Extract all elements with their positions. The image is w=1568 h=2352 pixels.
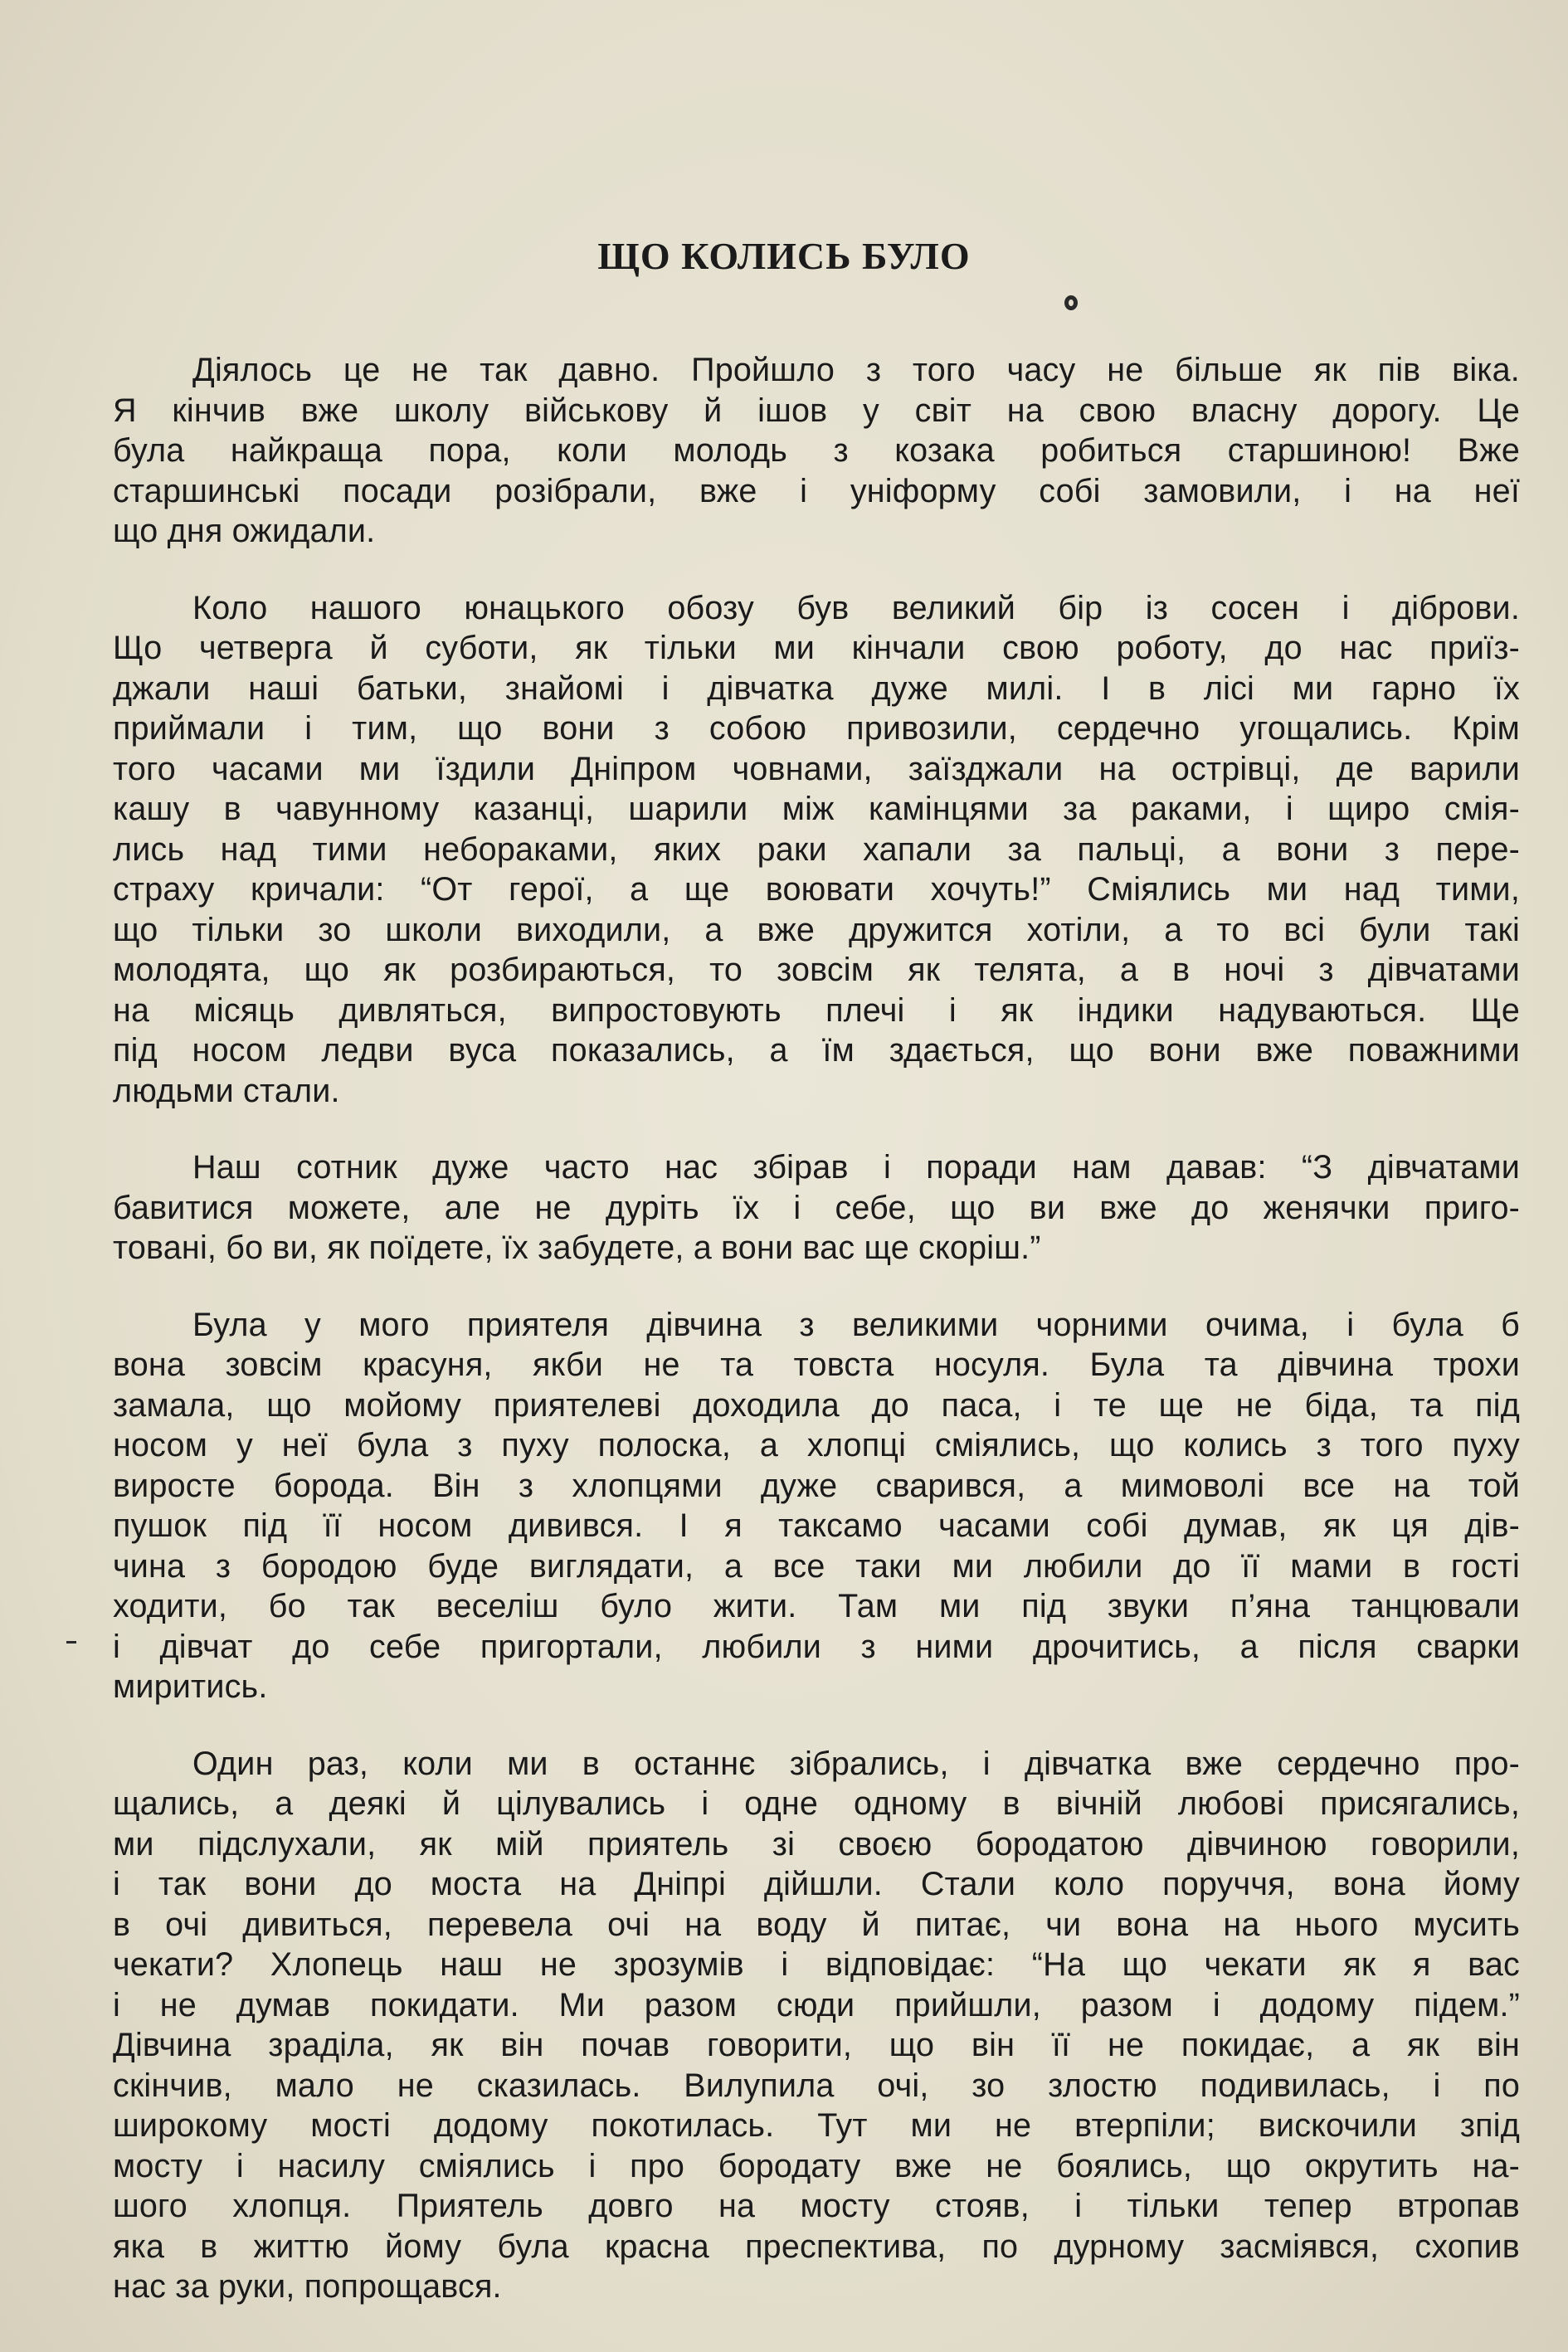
text-line: яка в життю йому була красна преспектива, по дурному засміявся, схопив <box>113 2228 1520 2265</box>
text-line: виросте борода. Він з хлопцями дуже сварився, а мимоволі все на той <box>113 1467 1520 1504</box>
text-line: миритись. <box>113 1668 268 1705</box>
text-line: Діялось це не так давно. Пройшло з того часу не більше як пів віка. <box>192 352 1520 388</box>
text-line: ходити, бо так веселіш було жити. Там ми під звуки п’яна танцювали <box>113 1588 1520 1624</box>
text-line: на місяць дивляться, випростовують плечі і як індики надуваються. Ще <box>113 991 1520 1029</box>
text-line: Коло нашого юнацького обозу був великий бір із сосен і діброви. <box>192 589 1520 626</box>
text-line: страху кричали: “От герої, а ще воювати хочуть!” Сміялись ми над тими, <box>113 871 1520 908</box>
text-line: була найкраща пора, коли молодь з козака робиться старшиною! Вже <box>113 432 1520 469</box>
text-line: Була у мого приятеля дівчина з великими чорними очима, і була б <box>192 1306 1520 1343</box>
text-line: чина з бородою буде виглядати, а все таки ми любили до її мами в гості <box>113 1547 1520 1585</box>
text-line: і дівчат до себе пригортали, любили з ними дрочитись, а після сварки <box>113 1628 1520 1665</box>
text-line: Я кінчив вже школу військову й ішов у світ на свою власну дорогу. Це <box>113 392 1520 429</box>
text-line: широкому мості додому покотилась. Тут ми не втерпіли; вискочили зпід <box>113 2107 1520 2144</box>
text-line: Наш сотник дуже часто нас збірав і поради нам давав: “З дівчатами <box>192 1149 1520 1186</box>
text-line: джали наші батьки, знайомі і дівчатка дуже милі. І в лісі ми гарно їх <box>113 670 1520 707</box>
text-line: кашу в чавунному казанці, шарили між камінцями за раками, і щиро смія- <box>113 791 1520 827</box>
text-line: носом у неї була з пуху полоска, а хлопці сміялись, що колись з того пуху <box>113 1427 1520 1463</box>
paragraph <box>113 588 1520 1112</box>
text-line: приймали і тим, що вони з собою привозили, сердечно угощались. Крім <box>113 710 1520 747</box>
text-line: молодята, що як розбираються, то зовсім як телята, а в ночі з дівчатами <box>113 952 1520 988</box>
text-line: Один раз, коли ми в останнє зібрались, і дівчатка вже сердечно про- <box>192 1745 1520 1782</box>
paragraph <box>113 1744 1520 2307</box>
text-line: людьми стали. <box>113 1072 340 1109</box>
text-line: щались, а деякі й цілувались і одне одному в вічній любові присягались, <box>113 1785 1520 1822</box>
text-line: і не думав покидати. Ми разом сюди прийшли, разом і додому підем.” <box>113 1986 1520 2023</box>
ornament-icon <box>1064 295 1078 310</box>
paragraph <box>113 350 1520 552</box>
paragraph <box>113 1305 1520 1707</box>
margin-mark <box>66 1641 76 1643</box>
text-line: в очі дивиться, перевела очі на воду й питає, чи вона на нього мусить <box>113 1906 1520 1943</box>
text-line: вона зовсім красуня, якби не та товста носуля. Була та дівчина трохи <box>113 1346 1520 1383</box>
text-line: ми підслухали, як мій приятель зі своєю бородатою дівчиною говорили, <box>113 1825 1520 1863</box>
text-line: скінчив, мало не сказилась. Вилупила очі, зо злостю подивилась, і по <box>113 2067 1520 2104</box>
paragraph <box>113 1147 1520 1269</box>
text-line: товані, бо ви, як поїдете, їх забудете, а вони вас ще скоріш.” <box>113 1230 1041 1266</box>
text-line: що тільки зо школи виходили, а вже дружится хотіли, а то всі були такі <box>113 911 1520 948</box>
text-line: лись над тими небораками, яких раки хапали за пальці, а вони з пере- <box>113 830 1520 868</box>
text-line: мосту і насилу сміялись і про бородату вже не боялись, що окрутить на- <box>113 2147 1520 2184</box>
text-line: Що четверга й суботи, як тільки ми кінчали свою роботу, до нас приїз- <box>113 630 1520 666</box>
text-line: під носом ледви вуса показались, а їм здається, що вони вже поважними <box>113 1032 1520 1069</box>
text-line: і так вони до моста на Дніпрі дійшли. Стали коло поруччя, вона йому <box>113 1866 1520 1902</box>
text-line: старшинські посади розібрали, вже і уніформу собі замовили, і на неї <box>113 472 1520 509</box>
text-line: що дня ожидали. <box>113 513 376 549</box>
text-line: того часами ми їздили Дніпром човнами, заїзджали на острівці, де варили <box>113 750 1520 787</box>
text-line: замала, що мойому приятелеві доходила до паса, і те ще не біда, та під <box>113 1386 1520 1424</box>
page-title: ЩО КОЛИСЬ БУЛО <box>597 235 971 277</box>
body-text <box>113 350 1520 2344</box>
text-line: бавитися можете, але не дуріть їх і себе, що ви вже до женячки приго- <box>113 1189 1520 1226</box>
text-line: шого хлопця. Приятель довго на мосту стояв, і тільки тепер втропав <box>113 2188 1520 2224</box>
text-line: пушок під її носом дивився. І я таксамо часами собі думав, як ця дів- <box>113 1507 1520 1544</box>
text-line: чекати? Хлопець наш не зрозумів і відповідає: “На що чекати як я вас <box>113 1946 1520 1983</box>
text-line: Дівчина зраділа, як він почав говорити, що він її не покидає, а як він <box>113 2027 1520 2063</box>
text-line: нас за руки, попрощався. <box>113 2268 502 2305</box>
